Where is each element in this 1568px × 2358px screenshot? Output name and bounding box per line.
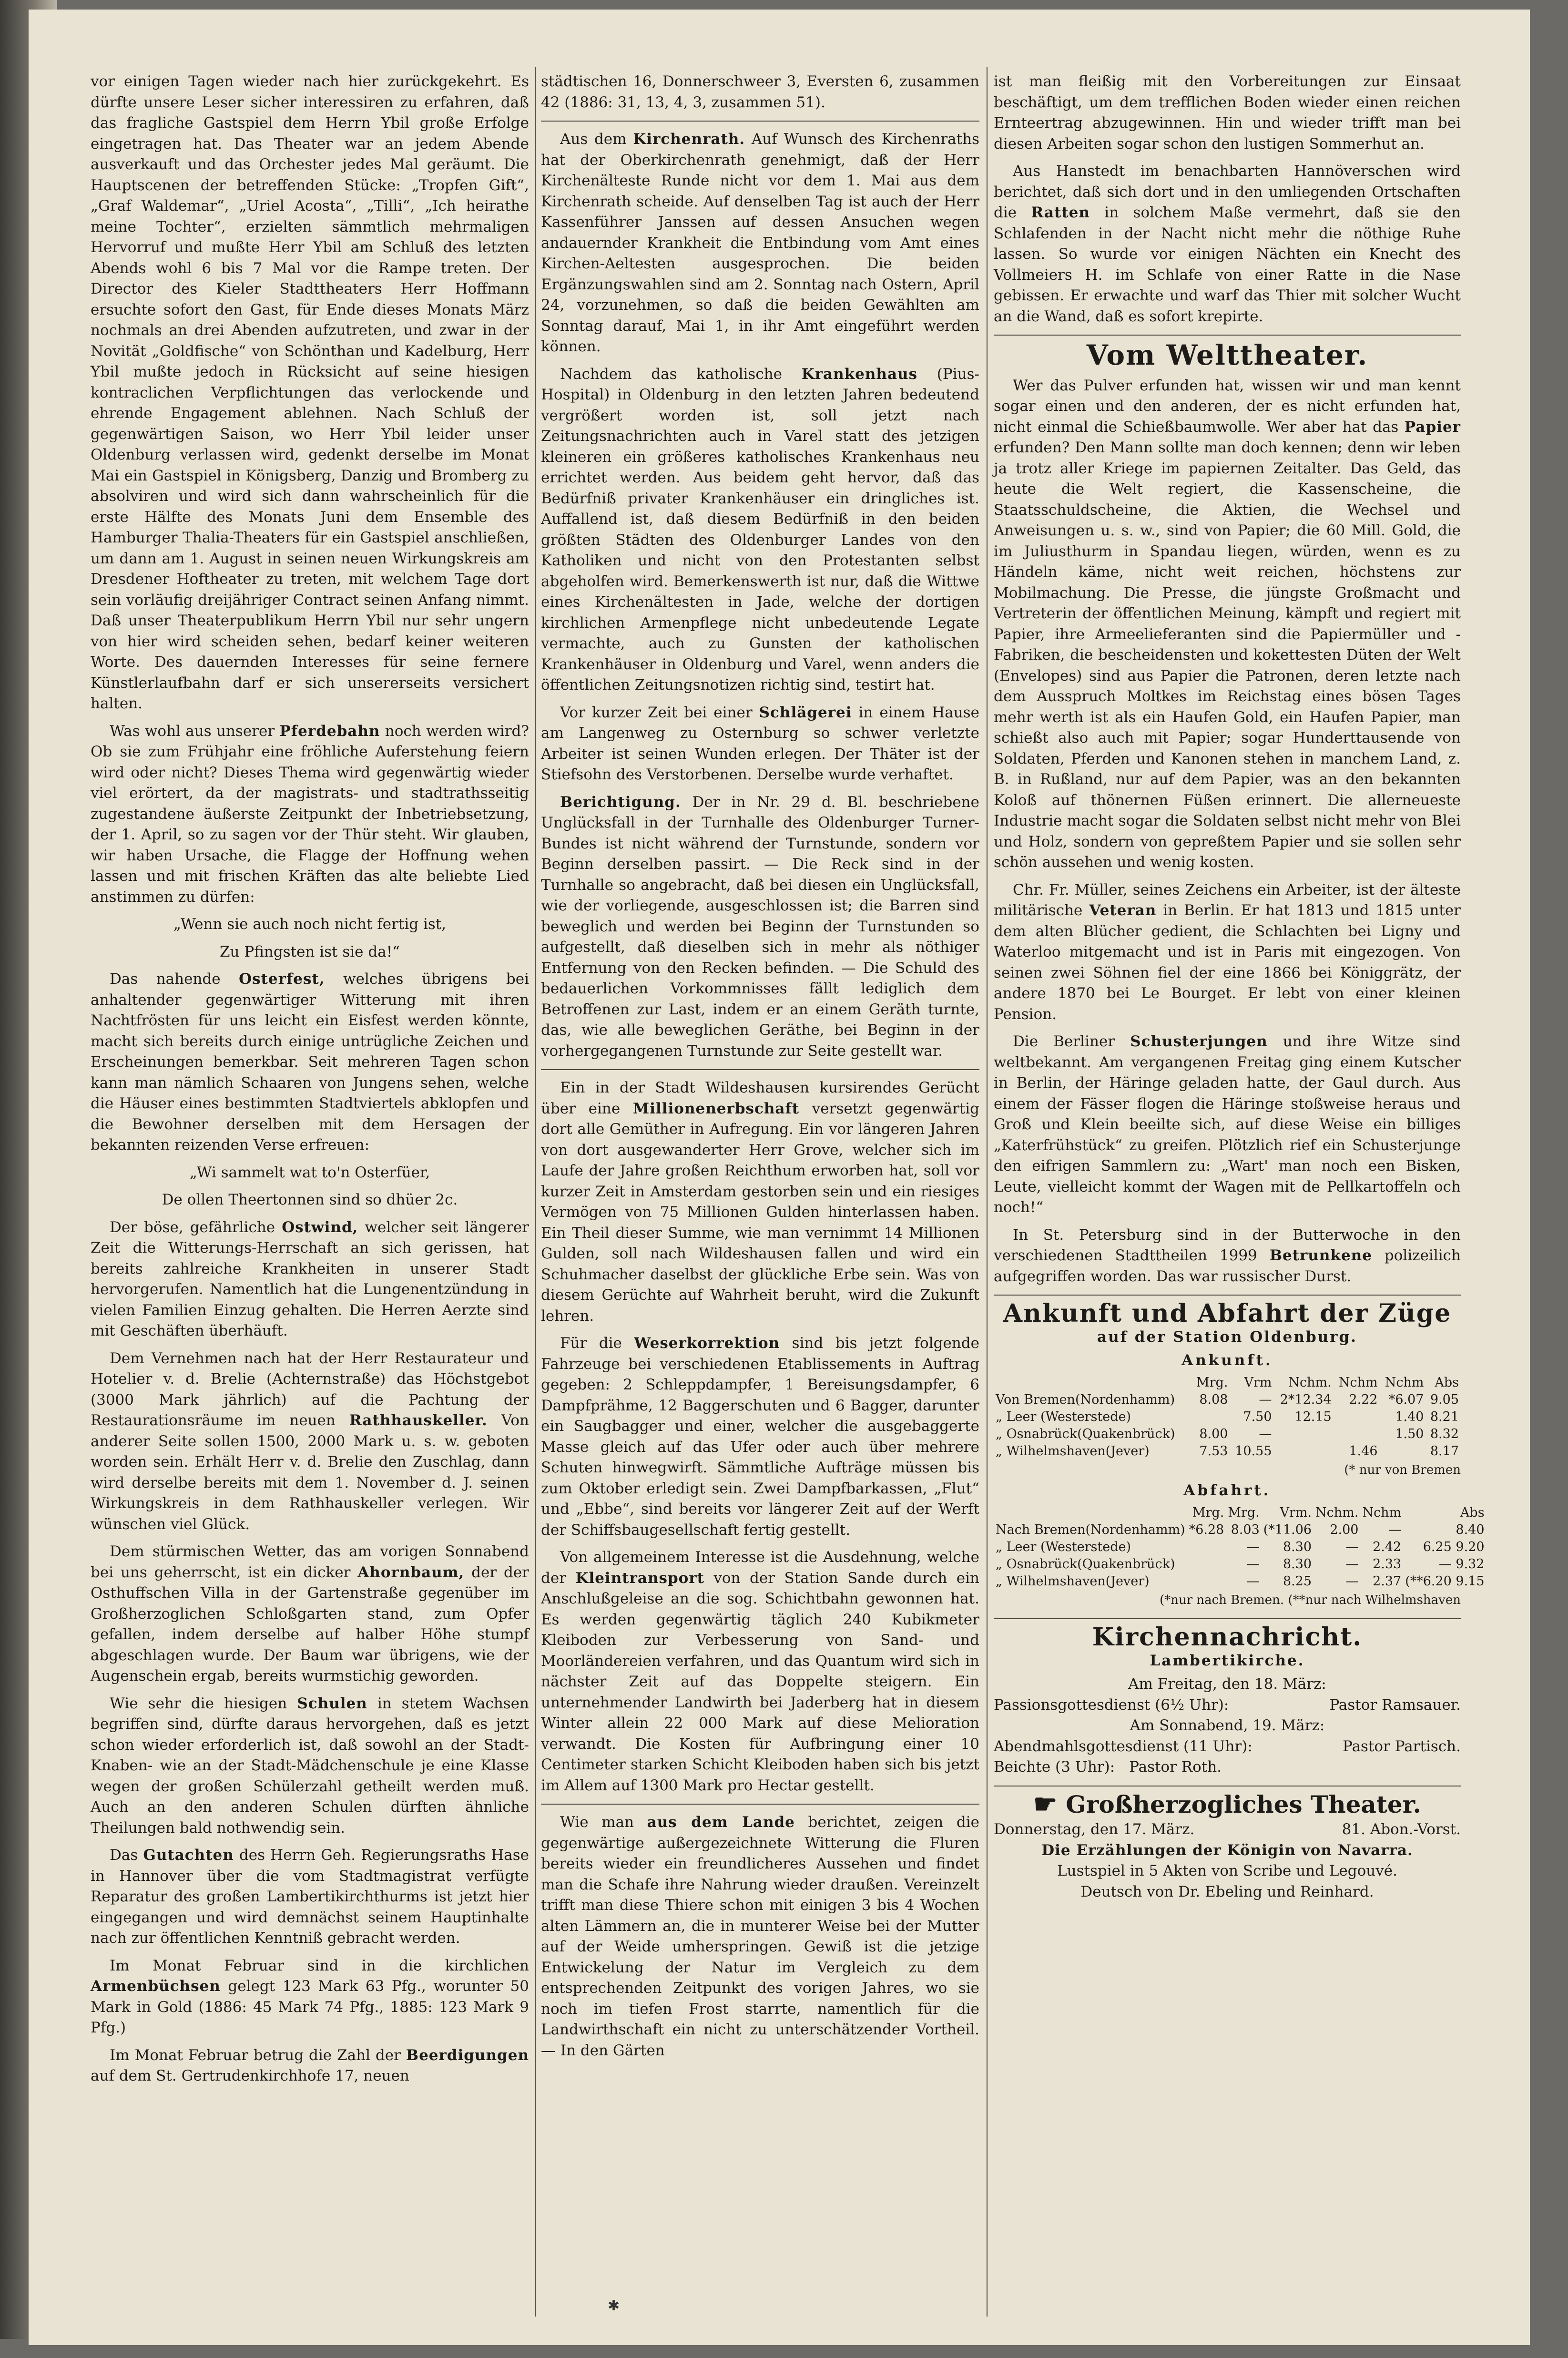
article-body: Auf Wunsch des Kirchenraths hat der Oberkirchenrath genehmigt, daß der Herr Kirchenälteste Runde nicht vor dem 1. Mai aus dem Kirchenrath scheide. Auf denselben Tag ist auch der Herr Kassenführer Janssen auf dessen Ansuchen wegen andauernder Krankheit die Entbindung vom Amt eines Kirchen-Aeltesten ausgesprochen. Die beiden Ergänzungswahlen sind am 2. Sonntag nach Ostern, April 24, vorzunehmen, so daß die beiden Gewählten am Sonntag darauf, Mai 1, in ihr Amt eingeführt werden können. [541,131,979,355]
table-cell [1334,1426,1380,1443]
table-cell: 8.17 [1430,1443,1459,1459]
article-keyword: Schusterjungen [1130,1033,1268,1050]
newspaper-page [29,10,1530,2345]
table-cell: — [1259,1426,1272,1441]
article-body: noch werden wird? Ob sie zum Frühjahr eine fröhliche Auferstehung feiern wird oder nicht? Dieses Thema wird gegenwärtig wieder viel erörtert, da der magistrats- und stadtrathsseitig zugestandene äußerste Zeitpunkt der Inbetriebsetzung, der 1. April, so zu sagen vor der Thür steht. Wir glauben, wir haben Ursache, die Flagge der Hoffnung wehen lassen und mit frischen Kräften das alte beliebte Lied anstimmen zu dürfen: [91,722,529,906]
article-krankenhaus [541,364,979,696]
table-cell: — [1388,1522,1402,1537]
article-lead: Wie sehr die hiesigen [110,1694,287,1712]
article-millionenerbschaft [541,1078,979,1327]
article-body: Der in Nr. 29 d. Bl. beschriebene Unglücksfall in der Turnhalle des Oldenburger Turner-Bundes ist nicht während der Turnstunde, sondern vor Beginn derselben passirt. — Die Reck sind in der Turnhalle so angebracht, daß bei diesen ein Unglücksfall, wie der vorliegende, ausgeschlossen ist; die Barren sind beweglich und werden bei Beginn der Turnstunden so aufgestellt, daß dieselben sich in mehr als nöthiger Entfernung von den Recken befinden. — Die Schuld des bedauerlichen Vorkommnisses fällt lediglich dem Betroffenen zur Last, indem er an einem Geräth turnte, das, wie alle beweglichen Geräthe, bei Beginn in der vorhergegangenen Turnstunde zur Seite gestellt war. [541,793,979,1060]
article-body: und ihre Witze sind weltbekannt. Am vergangenen Freitag ging einem Kutscher in Berlin, der Häringe geladen hatte, der Gaul durch. Aus einem der Fässer flogen die Häringe stoßweise heraus und Groß und Klein beeilte sich, auf diese Weise ein billiges „Katerfrühstück“ zu greifen. Plötzlich rief ein Schusterjunge den eifrigen Sammlern zu: „Wart' man noch een Bisken, Leute, vielleicht kommt der Wagen mit de Pellkartoffeln och noch!“ [994,1033,1461,1216]
church-notice-subtitle: Lambertikirche. [1150,1652,1305,1669]
table-cell: 8.21 [1430,1409,1459,1424]
article-pferdebahn [91,721,529,908]
article-body: Von anderer Seite sollen 1500, 2000 Mark u. s. w. geboten worden sein. Erhält Herr v. d. Brelie den Zuschlag, dann wird derselbe bereits mit dem 1. November d. J. seinen Wirkungskreis in dem Rathhauskeller verlegen. Wir wünschen viel Glück. [91,1412,529,1533]
church-line: Am Sonnabend, 19. März: [1130,1717,1325,1734]
table-cell: — [1345,1573,1359,1589]
table-cell [1187,1539,1226,1556]
divider [994,1618,1461,1619]
article-keyword: Kleintransport [575,1569,704,1587]
table-cell: 2.00 [1330,1522,1359,1537]
article-berichtigung [541,792,979,1062]
article-keyword: Beerdigungen [406,2046,529,2064]
table-cell: „ Leer (Westerstede) [996,1539,1131,1554]
table-cell: Abs [1435,1375,1459,1390]
verse-line: Zu Pfingsten ist sie da!“ [219,943,400,960]
table-row [994,1443,1461,1460]
theatre-line [994,1819,1461,1840]
article-body: erfunden? Den Mann sollte man doch kennen; denn wir leben ja trotz aller Kriege im papiernen Zeitalter. Das Geld, das heute die Welt regiert, die Kassenscheine, die Staatsschuldscheine, die Aktien, die Wechsel und Anweisungen u. s. w., sind von Papier; die 60 Mill. Gold, die im Juliusthurm in Spandau liegen, würden, wenn es zu Händeln käme, nicht weit reichen, höchstens zur Mobilmachung. Die Presse, die jüngste Großmacht und Vertreterin der öffentlichen Meinung, kämpft und regiert mit Papier, ihre Armeelieferanten sind die Papiermüller und -Fabriken, die bescheidensten und kokettesten Düten der Welt (Envelopes) sind aus Papier die Patronen, deren letzte nach dem Ausspruch Moltkes im Reichstag eines bösen Tages mehr werth ist als ein Haufen Gold, ein Haufen Papier, man schießt also auch mit Papier; sogar Hunderttausende von Soldaten, Pferden und Kanonen stehen in manchem Land, z. B. in Rußland, nur auf dem Papier, was an den bekannten Koloß auf thönernen Füßen erinnert. Die allerneueste Industrie macht sogar die Soldaten selbst nicht mehr von Blei und Holz, sondern von gepreßtem Papier und sie sollen sehr schön aussehen und wenig kosten. [994,439,1461,871]
article-lead: Wer das Pulver erfunden hat, wissen wir und man kennt sogar einen und den anderen, der es nicht erfunden hat, nicht einmal die Schießbaumwolle. Wer aber hat das [994,377,1461,436]
table-cell [1334,1409,1380,1426]
verse-line: De ollen Theertonnen sind so dhüer 2c. [162,1191,458,1208]
table-cell: Mrg. [1228,1505,1260,1520]
table-cell: 1.40 [1395,1409,1424,1424]
article-body: des Herrn Geh. Regierungsraths Hase in Hannover über die vom Stadtmagistrat verfügte Reparatur des großen Lambertikirchthurms ist jetzt hier eingegangen und wird demnächst seinem Hauptinhalte nach zur öffentlichen Kenntniß gebracht werden. [91,1847,529,1947]
departure-table [994,1504,1487,1590]
table-header-row [994,1374,1461,1391]
table-cell: — [1246,1539,1260,1554]
article-ratten [994,161,1461,327]
article-body: in Berlin. Er hat 1813 und 1815 unter dem alten Blücher gedient, die Schlachten bei Ligny und Waterloo mitgemacht und ist in Paris mit eingezogen. Von seinen zwei Söhnen fiel der eine 1866 bei Königgrätz, der andere 1870 bei Le Bourget. Er lebt von einer kleinen Pension. [994,902,1461,1023]
article-lead: Im Monat Februar betrug die Zahl der [110,2046,401,2064]
table-cell [1187,1573,1226,1590]
article-body: von der Station Sande durch ein Anschlußgeleise an die sog. Schichtbahn gewonnen hat. Es werden gegenwärtig täglich 240 Kubikmeter Kleiboden zur Verbesserung von Sand- und Moorländereien verfahren, und das Quantum wird sich in nächster Zeit auf das Doppelte steigern. Ein unternehmender Landwirth bei Jaderberg hat in diesem Winter allein 22 000 Mark auf diese Melioration verwandt. Die Kosten für Aufbringung einer 10 Centimeter starken Schicht Kleiboden haben sich bis jetzt im Allem auf 1300 Mark pro Hectar gestellt. [541,1569,980,1794]
divider [994,1295,1461,1296]
article-lead: Chr. Fr. Müller, seines Zeichens ein Arbeiter, ist der älteste militärische [994,881,1461,919]
column-1 [91,71,529,2093]
table-cell: 6.25 9.20 [1423,1539,1485,1554]
table-cell: — [1246,1573,1260,1589]
article-lead: Das [110,1847,138,1864]
table-cell: 8.00 [1199,1426,1228,1441]
article-body: sind bis jetzt folgende Fahrzeuge bei verschiedenen Etablissements in Auftrag gegeben: 2 Schleppdampfer, 1 Bereisungsdampfer, 6 Dampfprähme, 12 Baggerschuten und 6 Bagger, darunter ein Saugbagger und einer, welcher die ausgebaggerte Masse gleich auf das Ufer oder auch über mehrere Schuten hinwegwirft. Sämmtliche Aufträge müssen bis zum Oktober erledigt sein. Zwei Dampfbarkassen, „Flut“ und „Ebbe“, sind bereits vor längerer Zeit auf der Werft der Schiffsbaugesellschaft fertig gestellt. [541,1335,979,1539]
table-row [994,1426,1461,1443]
table-cell [994,1504,1187,1521]
column-2 [541,71,979,2068]
divider [541,1069,979,1070]
article-lead: Von allgemeinem Interesse ist die Ausdehnung, welche der [541,1549,979,1587]
article-body: versetzt gegenwärtig dort alle Gemüther in Aufregung. Ein vor längeren Jahren von dort ausgewanderter Herr Grove, welcher sich im Laufe der Jahre großen Reichthum erworben hat, soll vor kurzer Zeit in Amsterdam gestorben sein und ein riesiges Vermögen von 75 Millionen Gulden hinterlassen haben. Ein Theil dieser Summe, wie man vernimmt 14 Millionen Gulden, soll nach Wildeshausen fallen und wird ein Schuhmacher daselbst der glückliche Erbe sein. Was von diesem Gerüchte auf Wahrheit beruht, wird die Zukunft lehren. [541,1100,979,1325]
article-keyword: aus dem Lande [647,1814,795,1831]
article-keyword: Ostwind, [282,1218,358,1236]
verse-line: „Wenn sie auch noch nicht fertig ist, [173,916,447,933]
verse-line: „Wi sammelt wat to'n Osterfüer, [189,1164,430,1181]
table-row [994,1521,1487,1539]
column-rule-2 [987,67,988,2317]
table-cell: 8.08 [1199,1392,1228,1407]
table-cell: 8.30 [1283,1556,1312,1572]
table-cell: Nchm [1362,1505,1402,1520]
table-cell: — [1345,1539,1359,1554]
article-kleintransport [541,1547,979,1796]
table-cell: 8.30 [1283,1539,1312,1554]
article-beerdigungen [91,2045,529,2087]
article-keyword: Gutachten [143,1847,234,1864]
table-header-row [994,1504,1487,1521]
divider [994,335,1461,336]
table-cell: 2.37 [1373,1573,1402,1589]
table-cell: „ Osnabrück(Quakenbrück) [996,1426,1175,1441]
table-cell: „ Wilhelmshaven(Jever) [996,1443,1150,1459]
article-betrunkene [994,1225,1461,1287]
article-lead: Für die [560,1335,622,1352]
article-lead: Die Berliner [1013,1033,1115,1050]
table-cell: — 9.32 [1438,1556,1485,1572]
pastor-name: Pastor Roth. [1129,1758,1222,1776]
article-lead: Dem Vernehmen nach hat der Herr Restaurateur und Hotelier v. d. Brelie (Achternstraße) das Höchstgebot (3000 Mark jährlich) auf die Pachtung der Restaurationsräume im neuen [91,1349,529,1429]
train-schedule-subtitle: auf der Station Oldenburg. [1097,1328,1357,1346]
article-lead: Ein in der Stadt Wildeshausen kursirendes Gerücht über eine [541,1079,979,1117]
theatre-heading [994,1788,1461,1820]
article-body: gelegt 123 Mark 63 Pfg., worunter 50 Mark in Gold (1886: 45 Mark 74 Pfg., 1885: 123 Mark 9 Pfg.) [91,1978,529,2036]
table-cell: *6.07 [1388,1392,1424,1407]
article-body: in solchem Maße vermehrt, daß sie den Schlafenden in der Nacht nicht mehr die nöthige Ruhe lassen. So wurde vor einigen Nächten ein Knecht des Vollmeiers H. im Schlafe von einer Ratte in die Nase gebissen. Er erwachte und warf das Thier mit solcher Wucht an die Wand, daß es sofort krepirte. [994,204,1461,325]
article-lead: Vor kurzer Zeit bei einer [560,704,753,721]
table-cell: Nchm [1385,1375,1424,1390]
table-cell: — [1345,1556,1359,1572]
article-keyword: Armenbüchsen [91,1978,221,1995]
article-body: in einem Hause am Langenweg zu Osternburg so schwer verletzte Arbeiter ist seinen Wunden erlegen. Der Thäter ist der Stiefsohn des Verstorbenen. Derselbe wurde verhaftet. [541,704,980,783]
table-row [994,1539,1487,1556]
article-body: (Pius-Hospital) in Oldenburg in den letzten Jahren bedeutend vergrößert worden ist, soll jetzt nach Zeitungsnachrichten auch in Varel statt des jetzigen kleineren ein größeres katholisches Krankenhaus neu errichtet werden. Aus beidem geht hervor, daß das Bedürfniß privater Krankenhäuser ein dringliches ist. Auffallend ist, daß diesem Bedürfniß in den beiden größten Städten des Oldenburger Landes von den Katholiken und nicht von den Protestanten selbst abgeholfen wird. Bemerkenswerth ist nur, daß die Wittwe eines Kirchenältesten in Jade, welche der dortigen kirchlichen Armenpflege nicht unbedeutende Legate vermachte, auch zu Gunsten der katholischen Krankenhäuser in Oldenburg und Varel, wenn anders die öffentlichen Zeitungsnotizen richtig sind, testirt hat. [541,365,979,694]
table-cell: Nach Bremen(Nordenhamm) [996,1522,1185,1537]
table-cell: 10.55 [1235,1443,1272,1459]
play-description: Lustspiel in 5 Akten von Scribe und Legouvé. [1057,1862,1397,1879]
church-line [994,1736,1461,1757]
table-cell: 8.32 [1430,1426,1459,1441]
table-cell: „ Osnabrück(Quakenbrück) [996,1556,1175,1572]
pastor-name: Pastor Partisch. [1343,1737,1461,1755]
article-lead: Dem stürmischen Wetter, das am vorigen Sonnabend bei uns geherrscht, ist ein dicker [91,1543,529,1581]
table-cell [1187,1556,1226,1573]
article-lead: Nachdem das katholische [560,365,783,383]
article-weserkorrektion [541,1333,979,1541]
theatre-title: Großherzogliches Theater. [1066,1790,1421,1818]
article-ybil: vor einigen Tagen wieder nach hier zurückgekehrt. Es dürfte unsere Leser sicher interessiren zu erfahren, daß das fragliche Gastspiel dem Herrn Ybil große Erfolge eingetragen hat. Das Theater war an jedem Abende ausverkauft und das Orchester jedes Mal geräumt. Die Hauptscenen der betreffenden Stücke: „Tropfen Gift“, „Graf Waldemar“, „Uriel Acosta“, „Tilli“, „Ich heirathe meine Tochter“, erzielten sämmtlich mehrmaligen Hervorruf und mußte Herr Ybil am Schluß des letzten Abends wohl 6 bis 7 Mal vor die Rampe treten. Der Director des Kieler Stadttheaters Herr Hoffmann ersuchte sofort den Gast, für Ende dieses Monats März nochmals an drei Abenden aufzutreten, und zwar in der Novität „Goldfische“ von Schönthan und Kadelburg, Herr Ybil mußte jedoch in Rücksicht auf seine hiesigen kontraclichen Verpflichtungen das verlockende und ehrende Engagement ablehnen. Nach Schluß der gegenwärtigen Saison, wo Herr Ybil leider unser Oldenburg verlassen wird, gedenkt derselbe im Monat Mai ein Gastspiel in Königsberg, Danzig und Bromberg zu absolviren und wird sich dann wahrscheinlich für die erste Hälfte des Monats Juni dem Ensemble des Hamburger Thalia-Theaters für ein Gastspiel anschließen, um dann am 1. August in seinen neuen Wirkungskreis am Dresdener Hoftheater zu treten, mit welchem Tage dort sein vorläufig dreijähriger Contract seinen Anfang nimmt. Daß unser Theaterpublikum Herrn Ybil nur sehr ungern von hier wird scheiden sehen, bedarf keiner weiteren Worte. Des dauernden Interesses für seine fernere Künstlerlaufbahn darf er sich unsererseits versichert halten. [91,73,529,712]
article-lead: In St. Petersburg sind in der Butterwoche in den verschiedenen Stadttheilen 1999 [994,1226,1461,1264]
church-line [994,1695,1461,1716]
article-keyword: Rathhauskeller. [349,1412,488,1429]
table-cell [1380,1443,1426,1460]
table-cell: Vrm [1244,1375,1272,1390]
table-cell: „ Leer (Westerstede) [996,1409,1131,1424]
departure-label: Abfahrt. [1183,1482,1271,1499]
table-cell: Mrg. [1192,1505,1224,1520]
table-row [994,1391,1461,1409]
church-line: Am Freitag, den 18. März: [1128,1675,1326,1693]
article-keyword: Kirchenrath. [633,131,745,148]
article-keyword: Betrunkene [1269,1247,1372,1264]
article-lead: Im Monat Februar sind in die kirchlichen [110,1957,529,1974]
arrival-footnote: (* nur von Bremen [1344,1462,1461,1477]
article-schusterjungen [994,1031,1461,1218]
article-body: polizeilich aufgegriffen worden. Das war russischer Durst. [994,1247,1461,1285]
table-cell: 2*12.34 [1280,1392,1332,1407]
service-name: Abendmahlsgottesdienst (11 Uhr): [994,1737,1252,1755]
table-cell [994,1374,1191,1391]
article-keyword: Veteran [1089,902,1157,919]
table-cell: Von Bremen(Nordenhamm) [996,1392,1175,1407]
table-cell: Abs [1460,1505,1485,1520]
table-cell: *6.28 [1189,1522,1224,1537]
pointing-hand-icon: ☛ [1033,1788,1058,1820]
article-keyword: Schulen [297,1694,367,1712]
theatre-subscription: 81. Abon.-Vorst. [1342,1821,1461,1838]
article-lead: Das nahende [110,970,221,988]
table-cell: 8.40 [1456,1522,1485,1537]
article-armenbuechsen [91,1956,529,2039]
table-cell: 7.53 [1199,1443,1228,1459]
page-ornament: ✱ [608,2297,620,2314]
article-rathhauskeller [91,1348,529,1535]
table-cell: 2.22 [1349,1392,1378,1407]
article-keyword: Weserkorrektion [634,1335,780,1352]
article-veteran [994,880,1461,1025]
article-lead: Aus Hanstedt im benachbarten Hannöverschen wird berichtet, daß sich dort und in den umliegenden Ortschaften die [994,163,1461,221]
article-keyword: Schlägerei [759,704,852,721]
article-schlaegerei [541,703,979,786]
article-body: berichtet, zeigen die gegenwärtige außergezeichnete Witterung die Fluren bereits wieder ein freundlicheres Aussehen und findet man die Schafe ihre Nahrung wieder draußen. Vereinzelt trifft man diese Thiere schon mit einigen 3 bis 4 Wochen alten Lämmern an, die in munterer Weise bei der Mutter auf der Weide umherspringen. Gewiß ist die jetzige Entwickelung der Natur im Vergleich zu dem entsprechenden Zeitpunkt des vorigen Jahres, wo sie noch im tiefen Frost starrte, namentlich für die Landwirthschaft ein nicht zu unterschätzender Vortheil. — In den Gärten [541,1814,979,2059]
church-notice-title: Kirchennachricht. [1092,1623,1363,1652]
article-aus-dem-lande [541,1812,979,2061]
article-body: welcher seit längerer Zeit die Witterungs-Herrschaft an sich gerissen, hat bereits zahlreiche Krankheiten in unserer Stadt hervorgerufen. Namentlich hat die Lungenentzündung in vielen Familien Einzug gehalten. Die Herren Aerzte sind mit Geschäften überhäuft. [91,1218,529,1339]
section-heading-welttheater: Vom Welttheater. [1086,339,1368,371]
article-keyword: Berichtigung. [560,793,681,811]
article-gaerten-cont: ist man fleißig mit den Vorbereitungen zur Einsaat beschäftigt, um dem trefflichen Boden wieder einen reichen Ernteertrag abzugewinnen. Hin und wieder trifft man bei diesen Arbeiten sogar schon den lustigen Sommerhut an. [994,73,1461,153]
table-row [994,1409,1461,1426]
article-schulen [91,1694,529,1839]
table-cell: 8.03 [1231,1522,1260,1537]
play-title: Die Erzählungen der Königin von Navarra. [1041,1841,1413,1859]
service-name: Beichte (3 Uhr): [994,1758,1115,1776]
table-cell: 8.25 [1283,1573,1312,1589]
table-cell: Mrg. [1196,1375,1228,1390]
article-body: auf dem St. Gertrudenkirchhofe 17, neuen [91,2067,409,2084]
table-cell: Vrm. [1280,1505,1312,1520]
table-cell: 9.05 [1430,1392,1459,1407]
article-keyword: Ratten [1031,204,1090,221]
article-lead: Was wohl aus unserer [110,722,275,740]
article-beerdigungen-cont: städtischen 16, Donnerschweer 3, Eversten 6, zusammen 42 (1886: 31, 13, 4, 3, zusammen 51). [541,73,979,111]
column-rule-1 [535,67,536,2317]
table-cell: „ Wilhelmshaven(Jever) [996,1573,1150,1589]
table-cell: — [1259,1392,1272,1407]
table-cell: Nchm [1338,1375,1378,1390]
article-gutachten [91,1845,529,1949]
divider [541,1804,979,1805]
article-body: der der Osthuffschen Villa in der Gartenstraße gegenüber im Großherzoglichen Schloßgarten stand, zum Opfer gefallen, indem derselbe auf halber Höhe stumpf abgeschlagen wurde. Der Baum war übrigens, wie der Augenschein ergab, bereits wurmstichig geworden. [91,1563,529,1684]
table-cell: — [1246,1556,1260,1572]
article-ahornbaum [91,1541,529,1687]
article-keyword: Pferdebahn [279,722,380,740]
article-body: welches übrigens bei anhaltender gegenwärtiger Witterung mit ihren Nachtfrösten für uns leicht ein Eisfest werden könnte, macht sich bereits durch einige untrügliche Zeichen und Erscheinungen bemerkbar. Seit mehreren Tagen schon kann man nämlich Schaaren von Jungens sehen, welche die Häuser eines bestimmten Stadtviertels abklopfen und die Bewohner derselben mit dem Hersagen der bekannten reizenden Verse erfreuen: [91,970,529,1153]
article-keyword: Ahornbaum, [357,1563,465,1581]
table-cell [1274,1426,1334,1443]
article-lead: Wie man [560,1814,634,1831]
table-cell: (*11.06 [1263,1522,1312,1537]
table-cell [1191,1409,1230,1426]
column-3 [994,71,1485,1902]
table-row [994,1573,1487,1590]
article-keyword: Millionenerbschaft [632,1100,800,1117]
table-cell: Nchm. [1315,1505,1359,1520]
article-lead: Aus dem [560,131,627,148]
table-cell: 2.33 [1373,1556,1402,1572]
table-cell: 12.15 [1294,1409,1332,1424]
theatre-date: Donnerstag, den 17. März. [994,1821,1195,1838]
table-cell: (**6.20 9.15 [1405,1573,1485,1589]
play-translation: Deutsch von Dr. Ebeling und Reinhard. [1080,1883,1374,1900]
article-keyword: Krankenhaus [801,365,918,383]
pastor-name: Pastor Ramsauer. [1329,1696,1461,1714]
service-name: Passionsgottesdienst (6½ Uhr): [994,1696,1229,1714]
table-cell: 7.50 [1243,1409,1272,1424]
article-keyword: Osterfest, [239,970,325,988]
departure-footnote: (*nur nach Bremen. (**nur nach Wilhelmshaven [1160,1592,1461,1607]
church-line [994,1757,1461,1778]
arrival-label: Ankunft. [1181,1352,1273,1369]
table-cell [1274,1443,1334,1460]
table-cell: 2.42 [1373,1539,1402,1554]
article-keyword: Papier [1404,418,1461,436]
train-schedule-title: Ankunft und Abfahrt der Züge [1003,1299,1452,1328]
article-body: in stetem Wachsen begriffen sind, dürfte daraus hervorgehen, daß es jetzt schon wieder erforderlich ist, daß sowohl an der Stadt-Knaben- wie an der Stadt-Mädchenschule je eine Klasse wegen der großen Schülerzahl getheilt werden muß. Auch an den anderen Schulen dürften ähnliche Theilungen bald nothwendig sein. [91,1694,529,1837]
article-lead: Der böse, gefährliche [110,1218,275,1236]
article-papier [994,376,1461,873]
table-row [994,1556,1487,1573]
article-kirchenrath [541,129,979,357]
divider [541,121,979,122]
article-ostwind [91,1217,529,1342]
table-cell: 1.50 [1395,1426,1424,1441]
article-osterfest [91,969,529,1156]
table-cell: 1.46 [1349,1443,1378,1459]
arrival-table [994,1374,1461,1460]
table-cell: Nchm. [1288,1375,1332,1390]
